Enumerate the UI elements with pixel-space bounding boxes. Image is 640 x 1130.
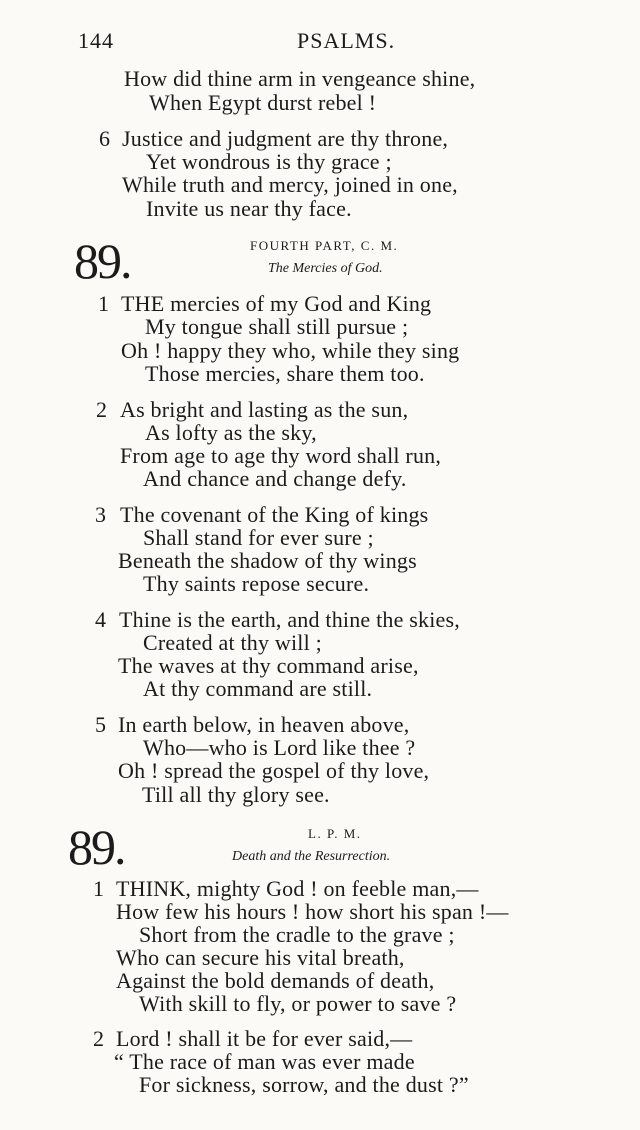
verse-line: Who can secure his vital breath, bbox=[116, 945, 405, 970]
verse-line: Thine is the earth, and thine the skies, bbox=[119, 607, 460, 632]
verse-line: The covenant of the King of kings bbox=[120, 502, 429, 527]
verse-number: 3 bbox=[95, 502, 106, 527]
running-title: PSALMS. bbox=[297, 28, 396, 53]
verse-line: Shall stand for ever sure ; bbox=[143, 525, 374, 550]
hymn-title: L. P. M. bbox=[308, 826, 362, 841]
verse-line: How few his hours ! how short his span !— bbox=[116, 899, 509, 924]
verse-line: From age to age thy word shall run, bbox=[120, 443, 442, 468]
page-number: 144 bbox=[78, 28, 114, 53]
verse-line: For sickness, sorrow, and the dust ?” bbox=[139, 1072, 469, 1097]
verse-line: How did thine arm in vengeance shine, bbox=[124, 66, 476, 91]
verse-line: Against the bold demands of death, bbox=[116, 968, 435, 993]
verse-number: 2 bbox=[93, 1026, 104, 1051]
verse-line: THE mercies of my God and King bbox=[121, 291, 432, 316]
verse-line: Created at thy will ; bbox=[143, 630, 322, 655]
verse-line: While truth and mercy, joined in one, bbox=[122, 172, 458, 197]
hymn-number: 89. bbox=[68, 819, 125, 875]
verse-line: As bright and lasting as the sun, bbox=[120, 397, 409, 422]
verse-line: In earth below, in heaven above, bbox=[118, 712, 410, 737]
verse-line: “ The race of man was ever made bbox=[114, 1049, 415, 1074]
verse-line: THINK, mighty God ! on feeble man,— bbox=[116, 876, 479, 901]
hymn-number: 89. bbox=[74, 233, 131, 289]
verse-line: At thy command are still. bbox=[143, 676, 373, 701]
verse-number: 6 bbox=[99, 126, 110, 151]
verse-line: Oh ! spread the gospel of thy love, bbox=[118, 758, 430, 783]
hymn-title: FOURTH PART, C. M. bbox=[250, 238, 399, 253]
verse-line: Invite us near thy face. bbox=[146, 196, 352, 221]
verse-line: As lofty as the sky, bbox=[145, 420, 317, 445]
verse-line: Thy saints repose secure. bbox=[143, 571, 370, 596]
verse-line: Short from the cradle to the grave ; bbox=[139, 922, 455, 947]
verse-number: 4 bbox=[95, 607, 106, 632]
verse-line: When Egypt durst rebel ! bbox=[149, 90, 377, 115]
verse-line: Who—who is Lord like thee ? bbox=[143, 735, 416, 760]
verse-line: The waves at thy command arise, bbox=[118, 653, 419, 678]
verse-line: Yet wondrous is thy grace ; bbox=[146, 149, 392, 174]
verse-line: With skill to fly, or power to save ? bbox=[139, 991, 457, 1016]
verse-line: And chance and change defy. bbox=[143, 466, 407, 491]
verse-line: Justice and judgment are thy throne, bbox=[122, 126, 449, 151]
verse-line: Those mercies, share them too. bbox=[145, 361, 425, 386]
verse-line: My tongue shall still pursue ; bbox=[145, 314, 409, 339]
verse-line: Till all thy glory see. bbox=[142, 782, 330, 807]
verse-number: 2 bbox=[96, 397, 107, 422]
hymn-subtitle: Death and the Resurrection. bbox=[232, 849, 391, 864]
hymn-subtitle: The Mercies of God. bbox=[268, 261, 383, 276]
verse-number: 1 bbox=[93, 876, 104, 901]
verse-line: Beneath the shadow of thy wings bbox=[118, 548, 417, 573]
verse-number: 5 bbox=[95, 712, 106, 737]
verse-line: Lord ! shall it be for ever said,— bbox=[116, 1026, 413, 1051]
verse-line: Oh ! happy they who, while they sing bbox=[121, 338, 460, 363]
verse-number: 1 bbox=[98, 291, 109, 316]
